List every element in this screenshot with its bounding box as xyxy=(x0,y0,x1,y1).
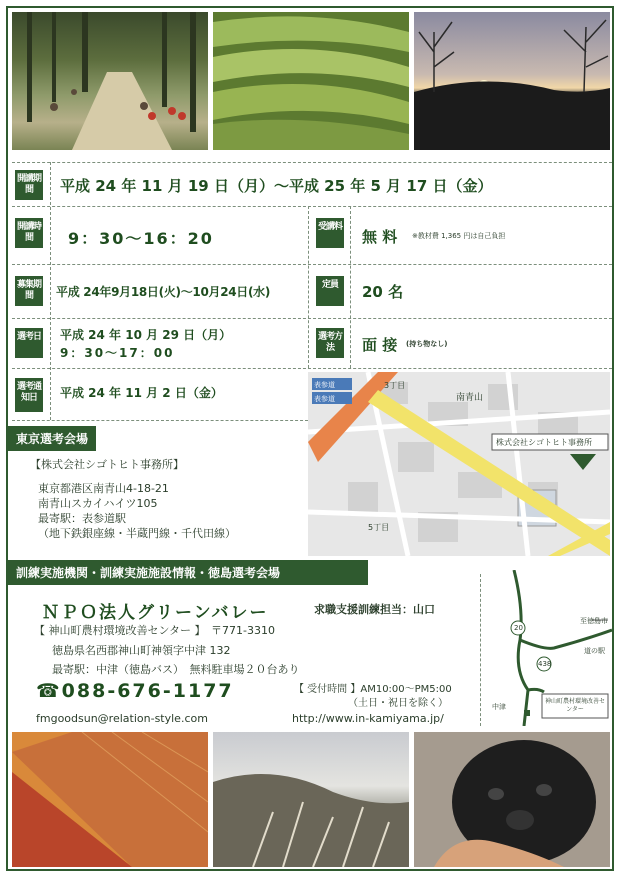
center-address: 徳島県名西郡神山町神領字中津 132 xyxy=(52,644,231,657)
tokushima-banner: 訓練実施機関・訓練実施施設情報・徳島選考会場 xyxy=(8,560,368,585)
tokyo-addr1: 東京都港区南青山4-18-21 xyxy=(38,482,169,495)
org-contact: 求職支援訓練担当：山口 xyxy=(314,603,435,616)
hours-tag: 開講時間 xyxy=(15,218,43,248)
hours-value: 9：30～16：20 xyxy=(68,229,214,248)
map-label-town: 至徳島市 xyxy=(580,617,608,625)
photo-pampas-grass xyxy=(213,732,409,867)
map-label-station: 道の駅 xyxy=(584,647,605,655)
fee-value: 無 料 xyxy=(362,228,398,246)
selection-tag: 選考日 xyxy=(15,328,43,358)
map-label-omotesando-1: 表参道 xyxy=(314,381,335,389)
selection-time: 9：30～17：00 xyxy=(60,346,175,360)
map-label-nakatsu: 中津 xyxy=(492,703,506,711)
tokyo-station: 最寄駅：表参道駅 xyxy=(38,512,126,525)
method-value: 面 接 xyxy=(362,336,398,354)
tokyo-addr2: 南青山スカイハイツ105 xyxy=(38,497,158,510)
map-label-center: 神山町農村環境改善センター xyxy=(544,698,605,713)
map-label-minamiaoyama: 南青山 xyxy=(456,393,484,403)
period-value: 平成 24 年 11 月 19 日（月）～平成 25 年 5 月 17 日（金） xyxy=(60,177,493,195)
method-tag: 選考方法 xyxy=(316,328,344,358)
reception-hours: 【 受付時間 】AM10:00～PM5:00 xyxy=(294,684,452,695)
org-name: ＮＰＯ法人グリーンバレー xyxy=(42,603,269,623)
notice-value: 平成 24 年 11 月 2 日（金） xyxy=(60,386,223,400)
selection-date: 平成 24 年 10 月 29 日（月） xyxy=(60,328,232,342)
tokyo-map xyxy=(308,372,610,556)
tokyo-banner: 東京選考会場 xyxy=(8,426,96,451)
capacity-value: 20 名 xyxy=(362,283,404,301)
photo-sunset xyxy=(414,12,610,150)
forest-walk-image xyxy=(12,12,208,150)
tokyo-lines: （地下鉄銀座線・半蔵門線・千代田線） xyxy=(38,527,236,540)
map-label-5chome: 5丁目 xyxy=(368,523,390,532)
capacity-tag: 定員 xyxy=(316,276,344,306)
map-label-3chome: 3丁目 xyxy=(384,381,406,390)
photo-forest-walk xyxy=(12,12,208,150)
email-link[interactable]: fmgoodsun@relation-style.com xyxy=(36,712,208,725)
kamiyama-map xyxy=(484,570,612,726)
period-tag: 開講期間 xyxy=(15,170,43,200)
route-438-label: 438 xyxy=(538,660,552,668)
photo-fabric xyxy=(12,732,208,867)
route-20-label: 20 xyxy=(514,624,523,632)
recruit-tag: 募集期間 xyxy=(15,276,43,306)
website-link[interactable]: http://www.in-kamiyama.jp/ xyxy=(292,712,444,725)
reception-note: （土日・祝日を除く） xyxy=(348,698,448,709)
fee-note: ※教材費 1,365 円は自己負担 xyxy=(412,232,506,240)
flyer xyxy=(6,6,614,871)
map-label-office: 株式会社シゴトヒト事務所 xyxy=(496,438,592,447)
map-label-omotesando-2: 表参道 xyxy=(314,395,335,403)
phone-number[interactable]: ☎088-676-1177 xyxy=(36,680,234,702)
recruit-value: 平成 24年9月18日(火)～10月24日(水) xyxy=(56,285,271,299)
sunset-image xyxy=(414,12,610,150)
fee-tag: 受講料 xyxy=(316,218,344,248)
tokyo-company: 【株式会社シゴトヒト事務所】 xyxy=(30,458,184,471)
terraced-fields-image xyxy=(213,12,409,150)
pampas-grass-image xyxy=(213,732,409,867)
photo-terraced-fields xyxy=(213,12,409,150)
pug-image xyxy=(414,732,610,867)
method-note: (持ち物なし) xyxy=(406,340,448,348)
notice-tag: 選考通知日 xyxy=(15,378,43,412)
photo-pug xyxy=(414,732,610,867)
fabric-image xyxy=(12,732,208,867)
center-name: 【 神山町農村環境改善センター 】 〒771-3310 xyxy=(34,624,276,637)
center-station: 最寄駅：中津（徳島バス） 無料駐車場２０台あり xyxy=(52,663,300,676)
